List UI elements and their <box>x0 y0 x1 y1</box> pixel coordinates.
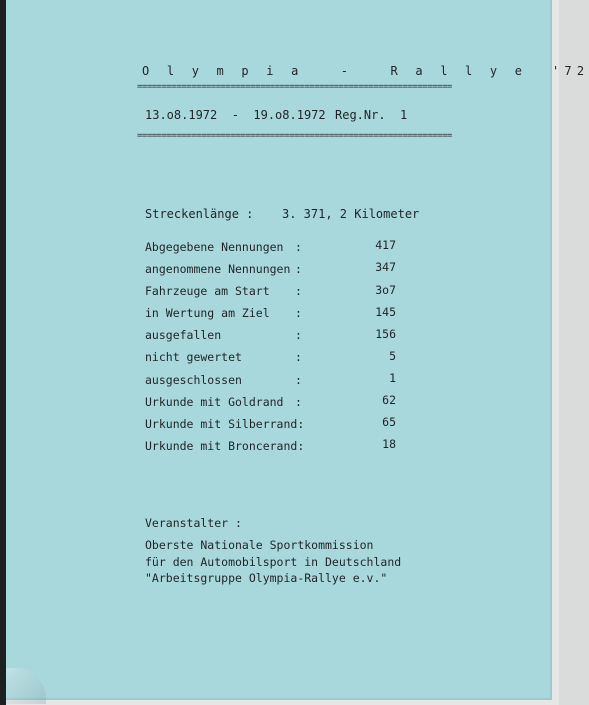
stat-colon: : <box>295 262 302 276</box>
stat-label: angenommene Nennungen <box>145 262 291 276</box>
stat-colon: : <box>295 284 302 298</box>
stat-value: 3o7 <box>375 283 396 297</box>
stat-value: 347 <box>375 260 396 274</box>
stat-label: Urkunde mit Goldrand <box>145 395 284 409</box>
stat-label: Urkunde mit Silberrand: <box>145 417 305 431</box>
dates-underline: ================================================================ <box>137 131 452 141</box>
document-title: O l y m p i a - R a l l y e '72 <box>142 64 589 78</box>
organizer-line: Oberste Nationale Sportkommission <box>145 538 374 552</box>
stat-colon: : <box>295 350 302 364</box>
stat-label: Fahrzeuge am Start <box>145 284 270 298</box>
stat-colon: : <box>295 373 302 387</box>
stat-colon: : <box>295 328 302 342</box>
organizer-line: für den Automobilsport in Deutschland <box>145 555 402 569</box>
organizer-label: Veranstalter : <box>145 516 242 530</box>
stat-label: ausgefallen <box>145 328 222 342</box>
stat-label: Urkunde mit Broncerand: <box>145 439 305 453</box>
stat-colon: : <box>295 306 302 320</box>
registration-number: Reg.Nr. 1 <box>335 108 408 122</box>
stat-label: nicht gewertet <box>145 350 242 364</box>
stat-value: 417 <box>375 238 396 252</box>
stat-value: 65 <box>382 415 396 429</box>
stat-colon: : <box>295 240 302 254</box>
stat-label: ausgeschlossen <box>145 373 242 387</box>
organizer-line: "Arbeitsgruppe Olympia-Rallye e.v." <box>145 571 388 585</box>
stat-value: 156 <box>375 327 396 341</box>
title-underline: ================================================================ <box>137 82 452 92</box>
stat-label: in Wertung am Ziel <box>145 306 270 320</box>
stat-value: 1 <box>389 371 396 385</box>
stat-value: 5 <box>389 349 396 363</box>
stat-colon: : <box>295 395 302 409</box>
stat-value: 145 <box>375 305 396 319</box>
document-page <box>6 0 552 700</box>
event-dates: 13.o8.1972 - 19.o8.1972 <box>145 108 326 122</box>
stat-value: 62 <box>382 393 396 407</box>
route-length-label: Streckenlänge : <box>145 207 254 221</box>
route-length-value: 3. 371, 2 Kilometer <box>282 207 420 221</box>
stat-label: Abgegebene Nennungen <box>145 240 284 254</box>
stat-value: 18 <box>382 437 396 451</box>
